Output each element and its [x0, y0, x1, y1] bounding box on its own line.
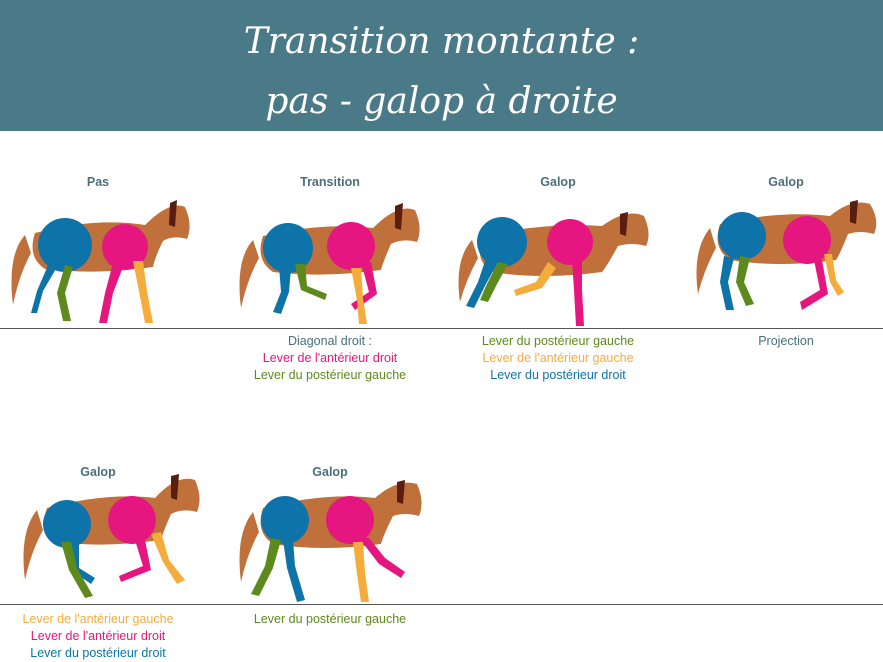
frame-3-caption-1: Lever du postérieur gauche: [481, 334, 635, 348]
frame-2-caption-2: Lever de l'antérieur droit: [262, 351, 398, 365]
frame-5-label: Galop: [80, 465, 116, 479]
title-line-2: pas - galop à droite: [265, 81, 618, 122]
horse-illustration-6: [233, 478, 428, 604]
frame-3-label: Galop: [540, 175, 576, 189]
frame-5-caption-1: Lever de l'antérieur gauche: [22, 612, 174, 626]
frame-2-caption-3: Lever du postérieur gauche: [253, 368, 407, 382]
title-line-1: Transition montante :: [243, 21, 640, 62]
frame-4-label: Galop: [768, 175, 804, 189]
horse-illustration-4: [690, 198, 882, 323]
horse-illustration-1: [5, 195, 200, 330]
frame-1-label: Pas: [86, 175, 110, 189]
frame-2-caption-1: Diagonal droit :: [287, 334, 373, 348]
frame-6-label: Galop: [312, 465, 348, 479]
frame-3-caption-2: Lever de l'antérieur gauche: [482, 351, 634, 365]
title-banner: [0, 0, 883, 131]
horse-illustration-3: [452, 210, 657, 330]
frame-5-caption-3: Lever du postérieur droit: [30, 646, 166, 660]
frame-3-caption-3: Lever du postérieur droit: [490, 368, 626, 382]
frame-2-label: Transition: [300, 175, 360, 189]
ground-line-bottom: [0, 604, 883, 605]
horse-illustration-5: [15, 470, 205, 604]
frame-4-caption-1: Projection: [758, 334, 814, 348]
horse-illustration-2: [233, 200, 428, 330]
frame-5-caption-2: Lever de l'antérieur droit: [30, 629, 166, 643]
frame-6-caption-1: Lever du postérieur gauche: [253, 612, 407, 626]
